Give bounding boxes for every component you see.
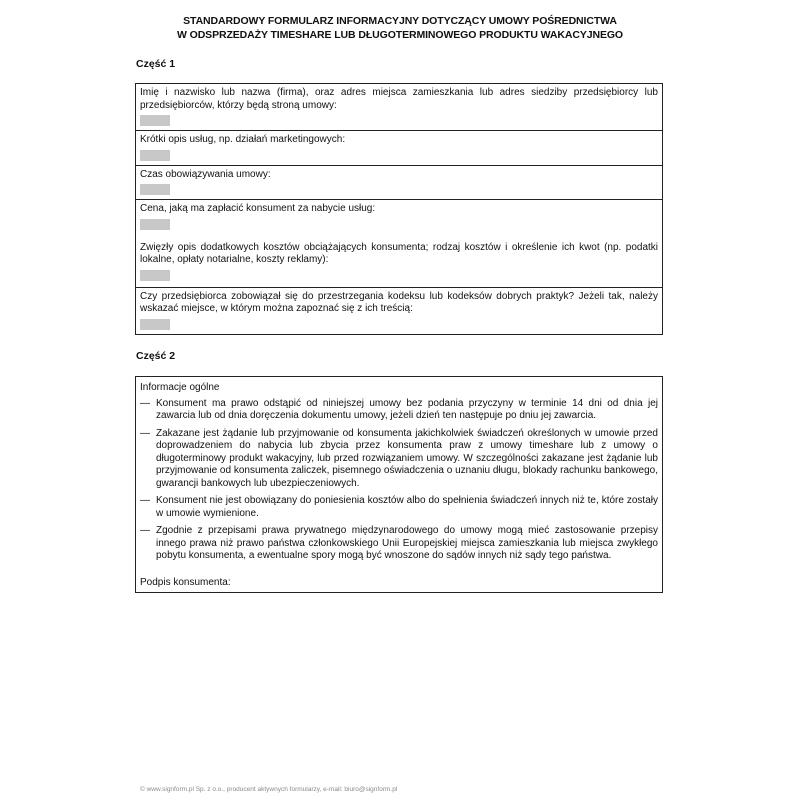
document-title-line-2: W ODSPRZEDAŻY TIMESHARE LUB DŁUGOTERMINOWEGO PRODUKTU WAKACYJNEGO — [177, 29, 623, 41]
price-input-field[interactable] — [140, 219, 170, 230]
price-row — [136, 200, 662, 288]
duration-row — [136, 166, 662, 201]
info-item-text: Konsument ma prawo odstąpić od niniejszej umowy bez podania przyczyny w terminie 14 dni od dnia jej zawarcia lub od dnia doręczenia dokumentu umowy, jeżeli dzień ten następuje po dniu jej zawarcia. — [156, 397, 658, 421]
services-row — [136, 131, 662, 166]
code-of-conduct-input-field[interactable] — [140, 319, 170, 330]
services-label: Krótki opis usług, np. działań marketingowych: — [140, 134, 346, 145]
dash-bullet: — — [140, 525, 150, 536]
services-input-field[interactable] — [140, 150, 170, 161]
part-1-heading: Część 1 — [136, 58, 176, 70]
info-item-text: Zgodnie z przepisami prawa prywatnego międzynarodowego do umowy mogą mieć zastosowanie przepisy innego prawa niż prawo państwa członkowskiego Unii Europejskiej miejsca zamieszkania lub miejsca zwykłego pobytu konsumenta, a ewentualne spory mogą być wnoszone do sądów innych niż sądy tego państwa. — [156, 525, 658, 561]
party-row — [136, 84, 662, 131]
party-label: Imię i nazwisko lub nazwa (firma), oraz adres miejsca zamieszkania lub adres siedziby przedsiębiorcy lub przedsiębiorców, którzy będą stroną umowy: — [140, 87, 658, 111]
info-item-text: Zakazane jest żądanie lub przyjmowanie od konsumenta jakichkolwiek świadczeń określonych w umowie przed doprowadzeniem do nabycia lub zbycia przez konsumenta praw z umowy timeshare lub z umowy o długoterminowy produkt wakacyjny, lub przed rozwiązaniem umowy. W szczególności zakazane jest żądanie lub przyjmowanie od konsumenta zaliczek, pisemnego oświadczenia o uznaniu długu, blokady rachunku bankowego, gwarancji bankowych lub ubezpieczeniowych. — [156, 427, 658, 489]
code-of-conduct-label: Czy przedsiębiorca zobowiązał się do przestrzegania kodeksu lub kodeksów dobrych praktyk? Jeżeli tak, należy wskazać miejsce, w którym można zapoznać się z ich treścią: — [140, 290, 658, 314]
info-item-withdrawal — [140, 398, 658, 423]
document-title-line-1: STANDARDOWY FORMULARZ INFORMACYJNY DOTYCZĄCY UMOWY POŚREDNICTWA — [183, 15, 617, 27]
footer-copyright: © www.signform.pl Sp. z o.o., producent aktywnych formularzy, e-mail: biuro@signform.pl — [140, 786, 398, 793]
info-item-prohibition — [140, 428, 658, 491]
info-item-costs — [140, 495, 658, 520]
duration-input-field[interactable] — [140, 184, 170, 195]
dash-bullet: — — [140, 427, 150, 439]
part-2-heading: Część 2 — [136, 350, 176, 362]
info-item-text: Konsument nie jest obowiązany do poniesienia kosztów albo do spełnienia świadczeń innych niż te, które zostały w umowie wymienione. — [156, 495, 658, 519]
additional-costs-input-field[interactable] — [140, 270, 170, 281]
dash-bullet: — — [140, 397, 150, 409]
dash-bullet: — — [140, 495, 150, 506]
consumer-signature-label: Podpis konsumenta: — [140, 576, 231, 588]
info-item-applicable-law — [140, 525, 658, 563]
duration-label: Czas obowiązywania umowy: — [140, 168, 271, 180]
price-label: Cena, jaką ma zapłacić konsument za nabycie usług: — [140, 203, 376, 214]
additional-costs-label: Zwięzły opis dodatkowych kosztów obciążających konsumenta; rodzaj kosztów i określenie ich kwot (np. podatki lokalne, opłaty notarialne, koszty reklamy): — [140, 241, 658, 265]
part-1-table — [135, 83, 663, 335]
document-title — [130, 14, 670, 42]
general-info-header: Informacje ogólne — [140, 382, 220, 393]
code-of-conduct-row — [136, 288, 662, 334]
part-2-box — [135, 376, 663, 593]
party-input-field[interactable] — [140, 115, 170, 126]
